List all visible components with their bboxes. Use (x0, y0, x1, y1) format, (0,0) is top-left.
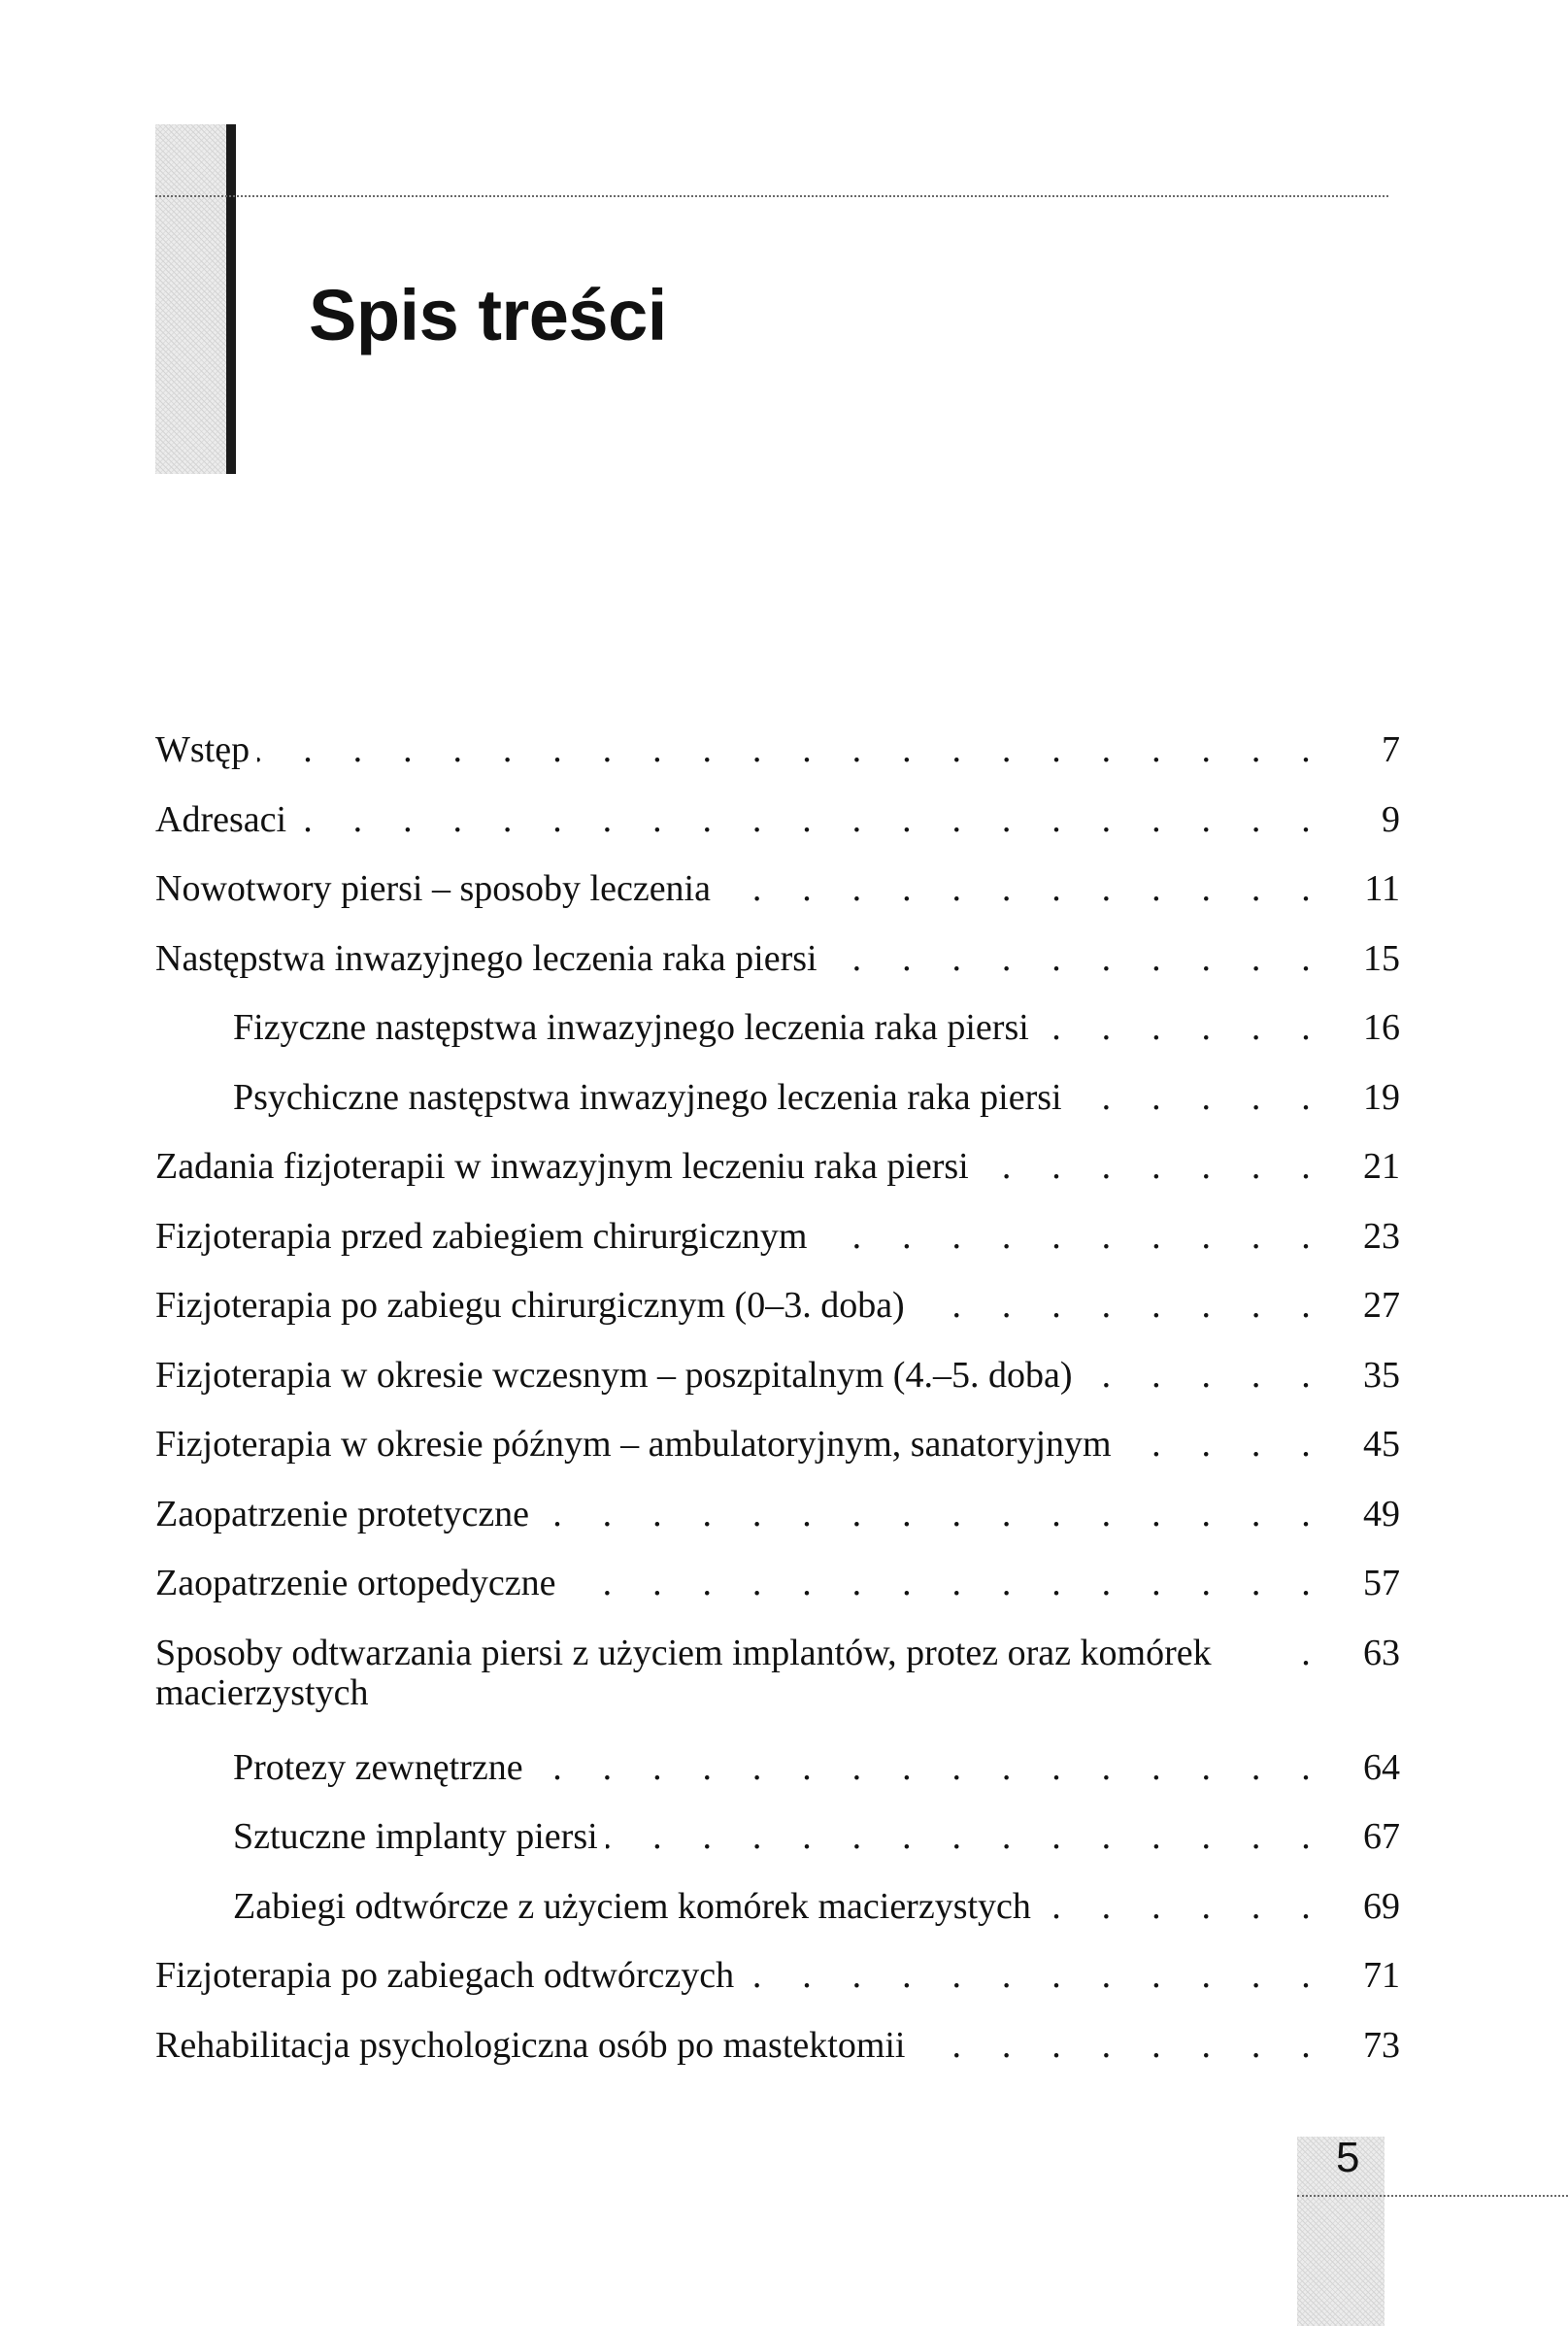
toc-entry-page: 67 (1363, 1816, 1400, 1857)
toc-entry (155, 800, 1400, 870)
toc-entry-title: Zadania fizjoterapii w inwazyjnym leczeniu raka piersi (155, 1146, 969, 1187)
toc-entry-page: 15 (1363, 937, 1400, 979)
toc-leader-dots (531, 1748, 1326, 1789)
toc-leader-dots (1039, 1887, 1326, 1928)
toc-entry-title: Protezy zewnętrzne (233, 1746, 523, 1788)
toc-leader-dots (294, 800, 1326, 841)
toc-entry-page: 11 (1364, 868, 1400, 909)
toc-leader-dots (1280, 1634, 1326, 1674)
toc-entry-title: Psychiczne następstwa inwazyjnego leczenia raka piersi (233, 1076, 1062, 1118)
toc-entry (155, 1147, 1400, 1217)
toc-entry-page: 27 (1363, 1285, 1400, 1326)
footer-dotted-rule (1297, 2195, 1568, 2197)
toc-entry-title: Zabiegi odtwórcze z użyciem komórek macierzystych (233, 1885, 1031, 1927)
toc-entry-title: Sposoby odtwarzania piersi z użyciem implantów, protez oraz komórek macierzystych (155, 1632, 1212, 1714)
toc-entry (155, 730, 1400, 800)
toc-entry-title: Fizjoterapia w okresie późnym – ambulatoryjnym, sanatoryjnym (155, 1424, 1112, 1465)
toc-leader-dots (914, 2026, 1327, 2067)
toc-entry-title: Wstęp (155, 729, 250, 770)
toc-entry-page: 23 (1363, 1215, 1400, 1257)
toc-entry-page: 19 (1363, 1076, 1400, 1118)
header-shade-block (155, 124, 231, 474)
toc-entry-page: 9 (1382, 798, 1400, 840)
toc-leader-dots (825, 939, 1326, 980)
toc-entry (233, 1887, 1400, 1957)
table-of-contents (155, 730, 1400, 2095)
toc-entry-page: 35 (1363, 1354, 1400, 1396)
toc-entry-page: 69 (1363, 1885, 1400, 1927)
toc-entry (155, 939, 1400, 1009)
toc-entry (155, 2026, 1400, 2096)
toc-leader-dots (564, 1564, 1327, 1604)
toc-entry-page: 73 (1363, 2024, 1400, 2066)
toc-entry-page: 71 (1363, 1955, 1400, 1996)
toc-leader-dots (718, 869, 1326, 910)
toc-entry-title: Następstwa inwazyjnego leczenia raka piersi (155, 937, 817, 979)
toc-entry-title: Fizjoterapia w okresie wczesnym – poszpitalnym (4.–5. doba) (155, 1354, 1073, 1396)
toc-leader-dots (742, 1956, 1326, 1997)
toc-entry-page: 7 (1382, 729, 1400, 770)
toc-entry (155, 869, 1400, 939)
toc-entry-title: Fizjoterapia przed zabiegiem chirurgicznym (155, 1215, 808, 1257)
toc-entry-title: Zaopatrzenie ortopedyczne (155, 1563, 556, 1603)
toc-leader-dots (1119, 1425, 1326, 1466)
toc-entry (233, 1817, 1400, 1887)
header-dotted-rule (155, 195, 1388, 197)
toc-leader-dots (606, 1817, 1326, 1858)
toc-entry-page: 64 (1363, 1746, 1400, 1788)
toc-leader-dots (977, 1147, 1326, 1188)
toc-entry-title: Fizjoterapia po zabiegu chirurgicznym (0–3. doba) (155, 1285, 905, 1326)
toc-entry (155, 1356, 1400, 1426)
toc-leader-dots (1080, 1356, 1326, 1397)
toc-leader-dots (1070, 1078, 1326, 1119)
toc-entry (155, 1634, 1400, 1748)
toc-entry-page: 45 (1363, 1424, 1400, 1465)
toc-entry (155, 1425, 1400, 1495)
header-vertical-bar (226, 124, 236, 474)
toc-entry (155, 1495, 1400, 1565)
toc-entry (233, 1748, 1400, 1818)
toc-entry-title: Fizyczne następstwa inwazyjnego leczenia raka piersi (233, 1007, 1029, 1048)
toc-entry-title: Sztuczne implanty piersi (233, 1816, 598, 1857)
toc-entry (155, 1956, 1400, 2026)
toc-leader-dots (815, 1217, 1326, 1258)
toc-leader-dots (1037, 1008, 1326, 1049)
toc-entry (233, 1078, 1400, 1148)
toc-entry-page: 63 (1363, 1632, 1400, 1673)
toc-entry (155, 1217, 1400, 1287)
page-number: 5 (1336, 2134, 1360, 2181)
toc-entry (155, 1286, 1400, 1356)
toc-entry-page: 21 (1363, 1146, 1400, 1187)
toc-entry (155, 1564, 1400, 1634)
toc-leader-dots (913, 1286, 1326, 1327)
toc-entry-title: Nowotwory piersi – sposoby leczenia (155, 868, 711, 909)
toc-entry-title: Zaopatrzenie protetyczne (155, 1493, 530, 1534)
toc-leader-dots (537, 1495, 1326, 1535)
toc-entry-page: 16 (1363, 1007, 1400, 1048)
toc-entry-page: 49 (1363, 1493, 1400, 1534)
toc-entry-title: Rehabilitacja psychologiczna osób po mastektomii (155, 2024, 906, 2066)
toc-entry-title: Fizjoterapia po zabiegach odtwórczych (155, 1955, 735, 1996)
page-title: Spis treści (309, 275, 667, 355)
toc-entry-page: 57 (1363, 1563, 1400, 1603)
toc-entry (233, 1008, 1400, 1078)
toc-entry-title: Adresaci (155, 798, 287, 840)
toc-leader-dots (257, 730, 1326, 771)
